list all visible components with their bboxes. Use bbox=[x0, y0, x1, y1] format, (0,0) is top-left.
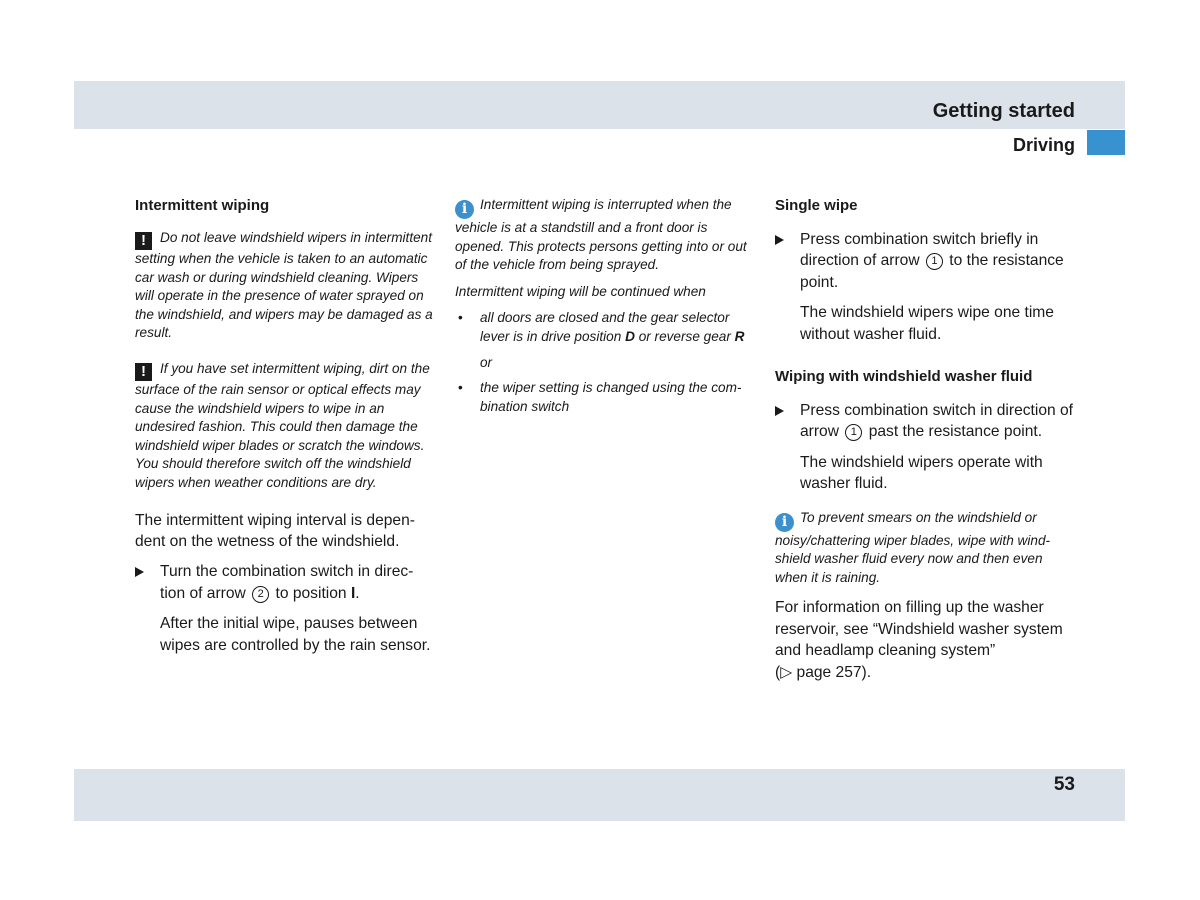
subsection-title: Driving bbox=[1012, 135, 1075, 155]
step-text: to the resistance point. bbox=[800, 252, 1064, 291]
continued-condition: Intermittent wiping will be continued when bbox=[455, 283, 706, 299]
switch-position: I bbox=[350, 584, 356, 602]
reference-text: For information on filling up the washer reservoir, see “Windshield washer system and headlamp cleaning system” bbox=[775, 599, 1063, 660]
gear-reverse: R bbox=[734, 328, 745, 344]
warning-text: If you have set intermittent wiping, dirt on the surface of the rain sensor or optical effects may cause the windshield wipers to wipe in an undesired fashion. This could then damage the windshield wiper blades or scratch the windows. You should therefore switch off the windshield wipers when weather conditions are dry. bbox=[135, 360, 430, 490]
step-text: past the resistance point. bbox=[868, 423, 1043, 441]
instruction-step bbox=[775, 400, 1075, 443]
triangle-right-icon bbox=[775, 235, 784, 245]
item-text: or reverse gear bbox=[638, 328, 731, 344]
body-paragraph: The intermittent wiping interval is depen-dent on the wetness of the windshield. bbox=[135, 511, 415, 550]
condition-list bbox=[455, 309, 755, 346]
arrow-number-badge: 1 bbox=[926, 253, 943, 270]
triangle-right-icon bbox=[775, 406, 784, 416]
column-middle bbox=[455, 196, 755, 423]
heading-intermittent-wiping: Intermittent wiping bbox=[135, 197, 270, 214]
step-result: After the initial wipe, pauses between wipes are controlled by the rain sensor. bbox=[160, 615, 431, 654]
warning-note bbox=[135, 360, 435, 493]
section-title: Getting started bbox=[932, 100, 1075, 122]
footer-band bbox=[74, 769, 1125, 821]
step-text: Press combination switch in direction of arrow bbox=[800, 402, 1074, 441]
arrow-number-badge: 1 bbox=[845, 424, 862, 441]
step-result: The windshield wipers operate with washer fluid. bbox=[800, 453, 1043, 493]
section-tab-marker bbox=[1087, 130, 1125, 155]
exclamation-icon: ! bbox=[135, 232, 152, 250]
reference-paragraph bbox=[775, 597, 1075, 683]
item-text: all doors are closed and the gear selector lever is in drive position bbox=[480, 310, 730, 344]
heading-washer-wiping: Wiping with windshield washer fluid bbox=[775, 368, 1033, 386]
info-icon: i bbox=[455, 200, 474, 219]
step-result: The windshield wipers wipe one time without washer fluid. bbox=[800, 304, 1054, 343]
or-separator: or bbox=[480, 354, 493, 370]
step-text: . bbox=[355, 584, 360, 602]
info-icon: i bbox=[775, 513, 794, 532]
step-text: Press combination switch briefly in direction of arrow bbox=[800, 231, 1039, 270]
column-right bbox=[775, 196, 1075, 692]
step-text: to position bbox=[275, 584, 347, 602]
condition-list bbox=[455, 379, 755, 416]
info-text: Intermittent wiping is interrupted when the vehicle is at a standstill and a front door is opened. This protects persons getting into or out of the vehicle from being sprayed. bbox=[455, 197, 747, 273]
step-text: Turn the combination switch in direc-tion of arrow bbox=[160, 563, 414, 602]
info-note bbox=[455, 196, 755, 275]
instruction-step bbox=[135, 561, 435, 604]
column-left bbox=[135, 196, 435, 665]
warning-note bbox=[135, 229, 435, 343]
exclamation-icon: ! bbox=[135, 363, 152, 381]
page-reference-link[interactable]: (▷ page 257). bbox=[775, 663, 872, 681]
arrow-number-badge: 2 bbox=[252, 586, 269, 603]
triangle-right-icon bbox=[135, 567, 144, 577]
info-note bbox=[775, 509, 1075, 588]
page-number: 53 bbox=[1053, 774, 1075, 795]
warning-text: Do not leave windshield wipers in intermittent setting when the vehicle is taken to an automatic car wash or during windshield cleaning. Wipers will operate in the presence of water sprayed on the windshield, and wipers may be damaged as a result. bbox=[135, 230, 433, 341]
bullet-icon: • bbox=[458, 380, 463, 396]
instruction-step bbox=[775, 229, 1075, 293]
list-item bbox=[455, 309, 755, 346]
info-text: To prevent smears on the windshield or noisy/chattering wiper blades, wipe with wind-shield washer fluid every now and then even when it is raining. bbox=[775, 509, 1051, 585]
list-item bbox=[455, 379, 755, 416]
bullet-icon: • bbox=[458, 310, 463, 326]
heading-single-wipe: Single wipe bbox=[775, 197, 858, 214]
item-text: the wiper setting is changed using the com-bination switch bbox=[480, 380, 742, 414]
gear-drive: D bbox=[625, 328, 635, 344]
